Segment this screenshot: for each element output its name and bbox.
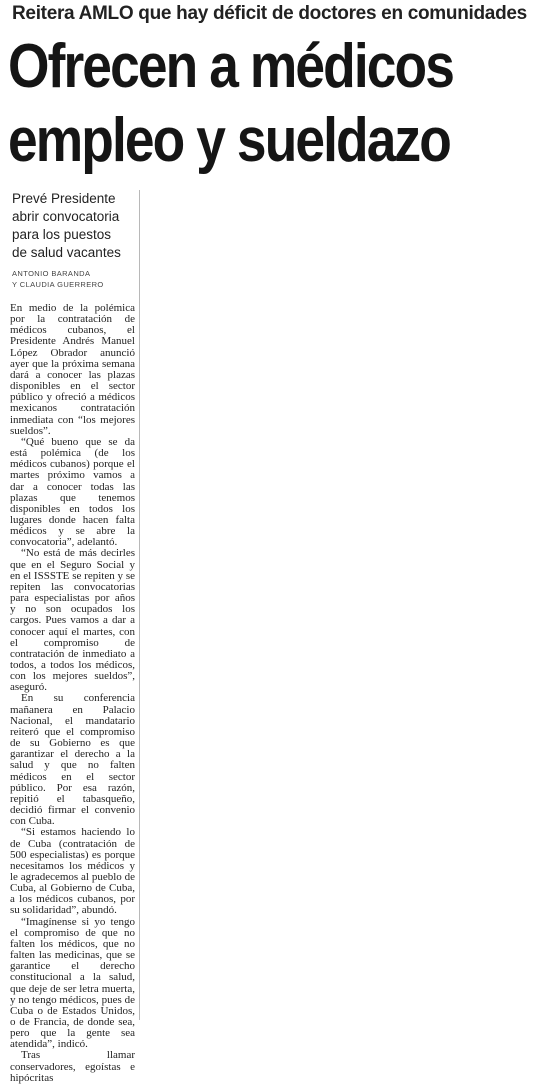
headline — [8, 30, 477, 178]
article-column — [10, 190, 140, 1084]
sub-headline-line: de salud vacantes — [12, 245, 121, 260]
headline-line: Ofrecen a médicos — [8, 32, 453, 101]
paragraph: “Imagínense si yo tengo el compromiso de que no falten los médicos, que no falten las medicinas, que se garantice el derecho constitucional a la salud, que deje de ser letra muerta, y no tengo médicos, pues de Cuba o de Estados Unidos, o de Francia, de donde sea, pero que la gente sea atendida”, indicó. — [10, 915, 135, 1051]
article-body — [10, 303, 135, 1084]
headline-line: empleo y sueldazo — [8, 106, 450, 175]
paragraph: Tras llamar conservadores, egoístas e hipócritas — [10, 1049, 135, 1084]
paragraph: “No está de más decirles que en el Seguro Social y en el ISSSTE se repiten y se repiten las convocatorias para especialistas por años y no son ocupados los cargos. Pues vamos a dar a conocer aquí el martes, con el compromiso de contratación de inmediato a todos, a todos los médicos, con los mejores sueldos”, aseguró. — [10, 547, 135, 694]
paragraph: “Qué bueno que se da está polémica (de los médicos cubanos) porque el martes próximo vamos a dar a conocer todas las plazas que tenemos disponibles en todos los lugares donde hacen falta médicos y se abre la convocatoria”, adelantó. — [10, 435, 135, 549]
paragraph: En medio de la polémica por la contratación de médicos cubanos, el Presidente Andrés Manuel López Obrador anunció ayer que la próxima semana dará a conocer las plazas disponibles en el sector público y ofreció a médicos mexicanos contratación inmediata con “los mejores sueldos”. — [10, 302, 135, 437]
sub-headline — [12, 190, 140, 262]
byline-line: ANTONIO BARANDA — [12, 269, 91, 278]
kicker: Reitera AMLO que hay déficit de doctores en comunidades — [12, 3, 527, 24]
paragraph: “Si estamos haciendo lo de Cuba (contratación de 500 especialistas) es porque necesitamos los médicos y le agradecemos al pueblo de Cuba, al Gobierno de Cuba, a los médicos cubanos, por su solidaridad”, abundó. — [10, 826, 135, 917]
byline — [12, 268, 140, 290]
byline-line: Y CLAUDIA GUERRERO — [12, 280, 104, 289]
sub-headline-line: Prevé Presidente — [12, 191, 116, 206]
sub-headline-line: abrir convocatoria — [12, 209, 120, 224]
paragraph: En su conferencia mañanera en Palacio Nacional, el mandatario reiteró que el compromiso de su Gobierno es que garantizar el derecho a la salud y que no falten médicos en el sector público. Por esa razón, repitió el tabasqueño, decidió firmar el convenio con Cuba. — [10, 692, 135, 828]
sub-headline-line: para los puestos — [12, 227, 112, 242]
